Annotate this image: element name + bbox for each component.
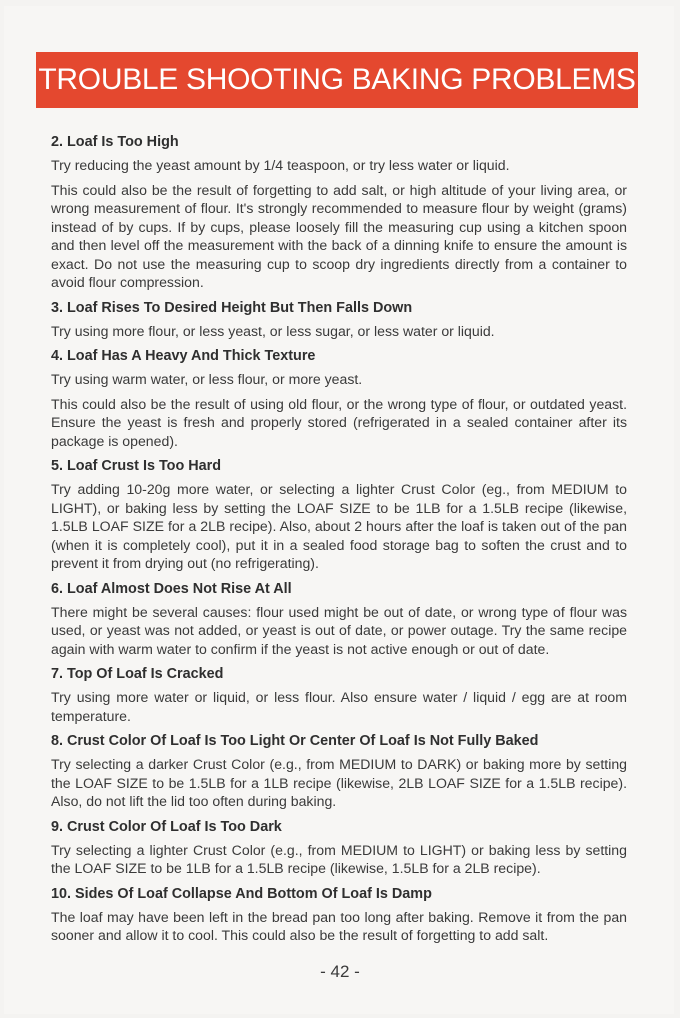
section-paragraph: Try using more water or liquid, or less flour. Also ensure water / liquid / egg are at room temperature. [51,689,627,724]
section-paragraph: This could also be the result of using old flour, or the wrong type of flour, or outdated yeast. Ensure the yeast is fresh and properly stored (refrigerated in a sealed container after its package is opened). [51,395,627,449]
section-heading: 3. Loaf Rises To Desired Height But Then Falls Down [51,299,413,316]
section-paragraph: Try reducing the yeast amount by 1/4 teaspoon, or try less water or liquid. [51,157,510,173]
section-heading: 9. Crust Color Of Loaf Is Too Dark [51,818,282,835]
section-does-not-rise [51,579,627,659]
troubleshooting-content [51,132,627,951]
section-heading: 10. Sides Of Loaf Collapse And Bottom Of Loaf Is Damp [51,885,432,902]
section-crust-too-hard [51,456,627,573]
section-loaf-too-high [51,132,627,292]
title-banner [36,52,638,108]
section-heading: 4. Loaf Has A Heavy And Thick Texture [51,348,316,364]
page-number: - 42 - [320,962,360,981]
page-title: TROUBLE SHOOTING BAKING PROBLEMS [38,63,636,96]
section-paragraph: The loaf may have been left in the bread pan too long after baking. Remove it from the pan sooner and allow it to cool. This could also be the result of forgetting to add salt. [51,908,627,943]
section-heading: 2. Loaf Is Too High [51,134,179,150]
section-paragraph: Try using more flour, or less yeast, or less sugar, or less water or liquid. [51,322,495,339]
section-paragraph: Try using warm water, or less flour, or more yeast. [51,371,363,387]
section-heading: 6. Loaf Almost Does Not Rise At All [51,580,292,597]
section-heading: 8. Crust Color Of Loaf Is Too Light Or Center Of Loaf Is Not Fully Baked [51,733,539,749]
section-crust-too-dark [51,817,627,878]
section-paragraph: This could also be the result of forgetting to add salt, or high altitude of your living area, or wrong measurement of flour. It's strongly recommended to measure flour by weight (grams) instead of by cups. If by cups, please loosely fill the measuring cup using a kitchen spoon and then level off the measurement with the back of a dinning knife to ensure the amount is exact. Do not use the measuring cup to scoop dry ingredients directly from a container to avoid flour compression. [51,181,627,290]
section-paragraph: Try selecting a lighter Crust Color (e.g., from MEDIUM to LIGHT) or baking less by setting the LOAF SIZE to be 1LB for a 1.5LB recipe (likewise, 1.5LB for a 2LB recipe). [51,841,627,876]
section-crust-too-light [51,731,627,811]
section-heading: 5. Loaf Crust Is Too Hard [51,458,222,474]
section-heading: 7. Top Of Loaf Is Cracked [51,666,224,682]
section-paragraph: Try adding 10-20g more water, or selecting a lighter Crust Color (eg., from MEDIUM to LIGHT), or baking less by setting the LOAF SIZE to be 1LB for a 1.5LB recipe (likewise, 1.5LB LOAF SIZE for a 2LB recipe). Also, about 2 hours after the loaf is taken out of the pan (when it is completely cool), put it in a sealed food storage bag to soften the crust and to prevent it from drying out (no refrigerating). [51,481,627,571]
section-heavy-texture [51,346,627,450]
section-sides-collapse [51,884,627,945]
section-top-cracked [51,664,627,725]
section-paragraph: Try selecting a darker Crust Color (e.g., from MEDIUM to DARK) or baking more by setting the LOAF SIZE to be 1.5LB for a 1LB recipe (likewise, 2LB LOAF SIZE for a 1.5LB recipe). Also, do not lift the lid too often during baking. [51,756,627,809]
section-rises-then-falls [51,298,627,341]
section-paragraph: There might be several causes: flour used might be out of date, or wrong type of flour was used, or yeast was not added, or yeast is out of date, or power outage. Try the same recipe again with warm water to confirm if the yeast is not active enough or out of date. [51,603,627,657]
